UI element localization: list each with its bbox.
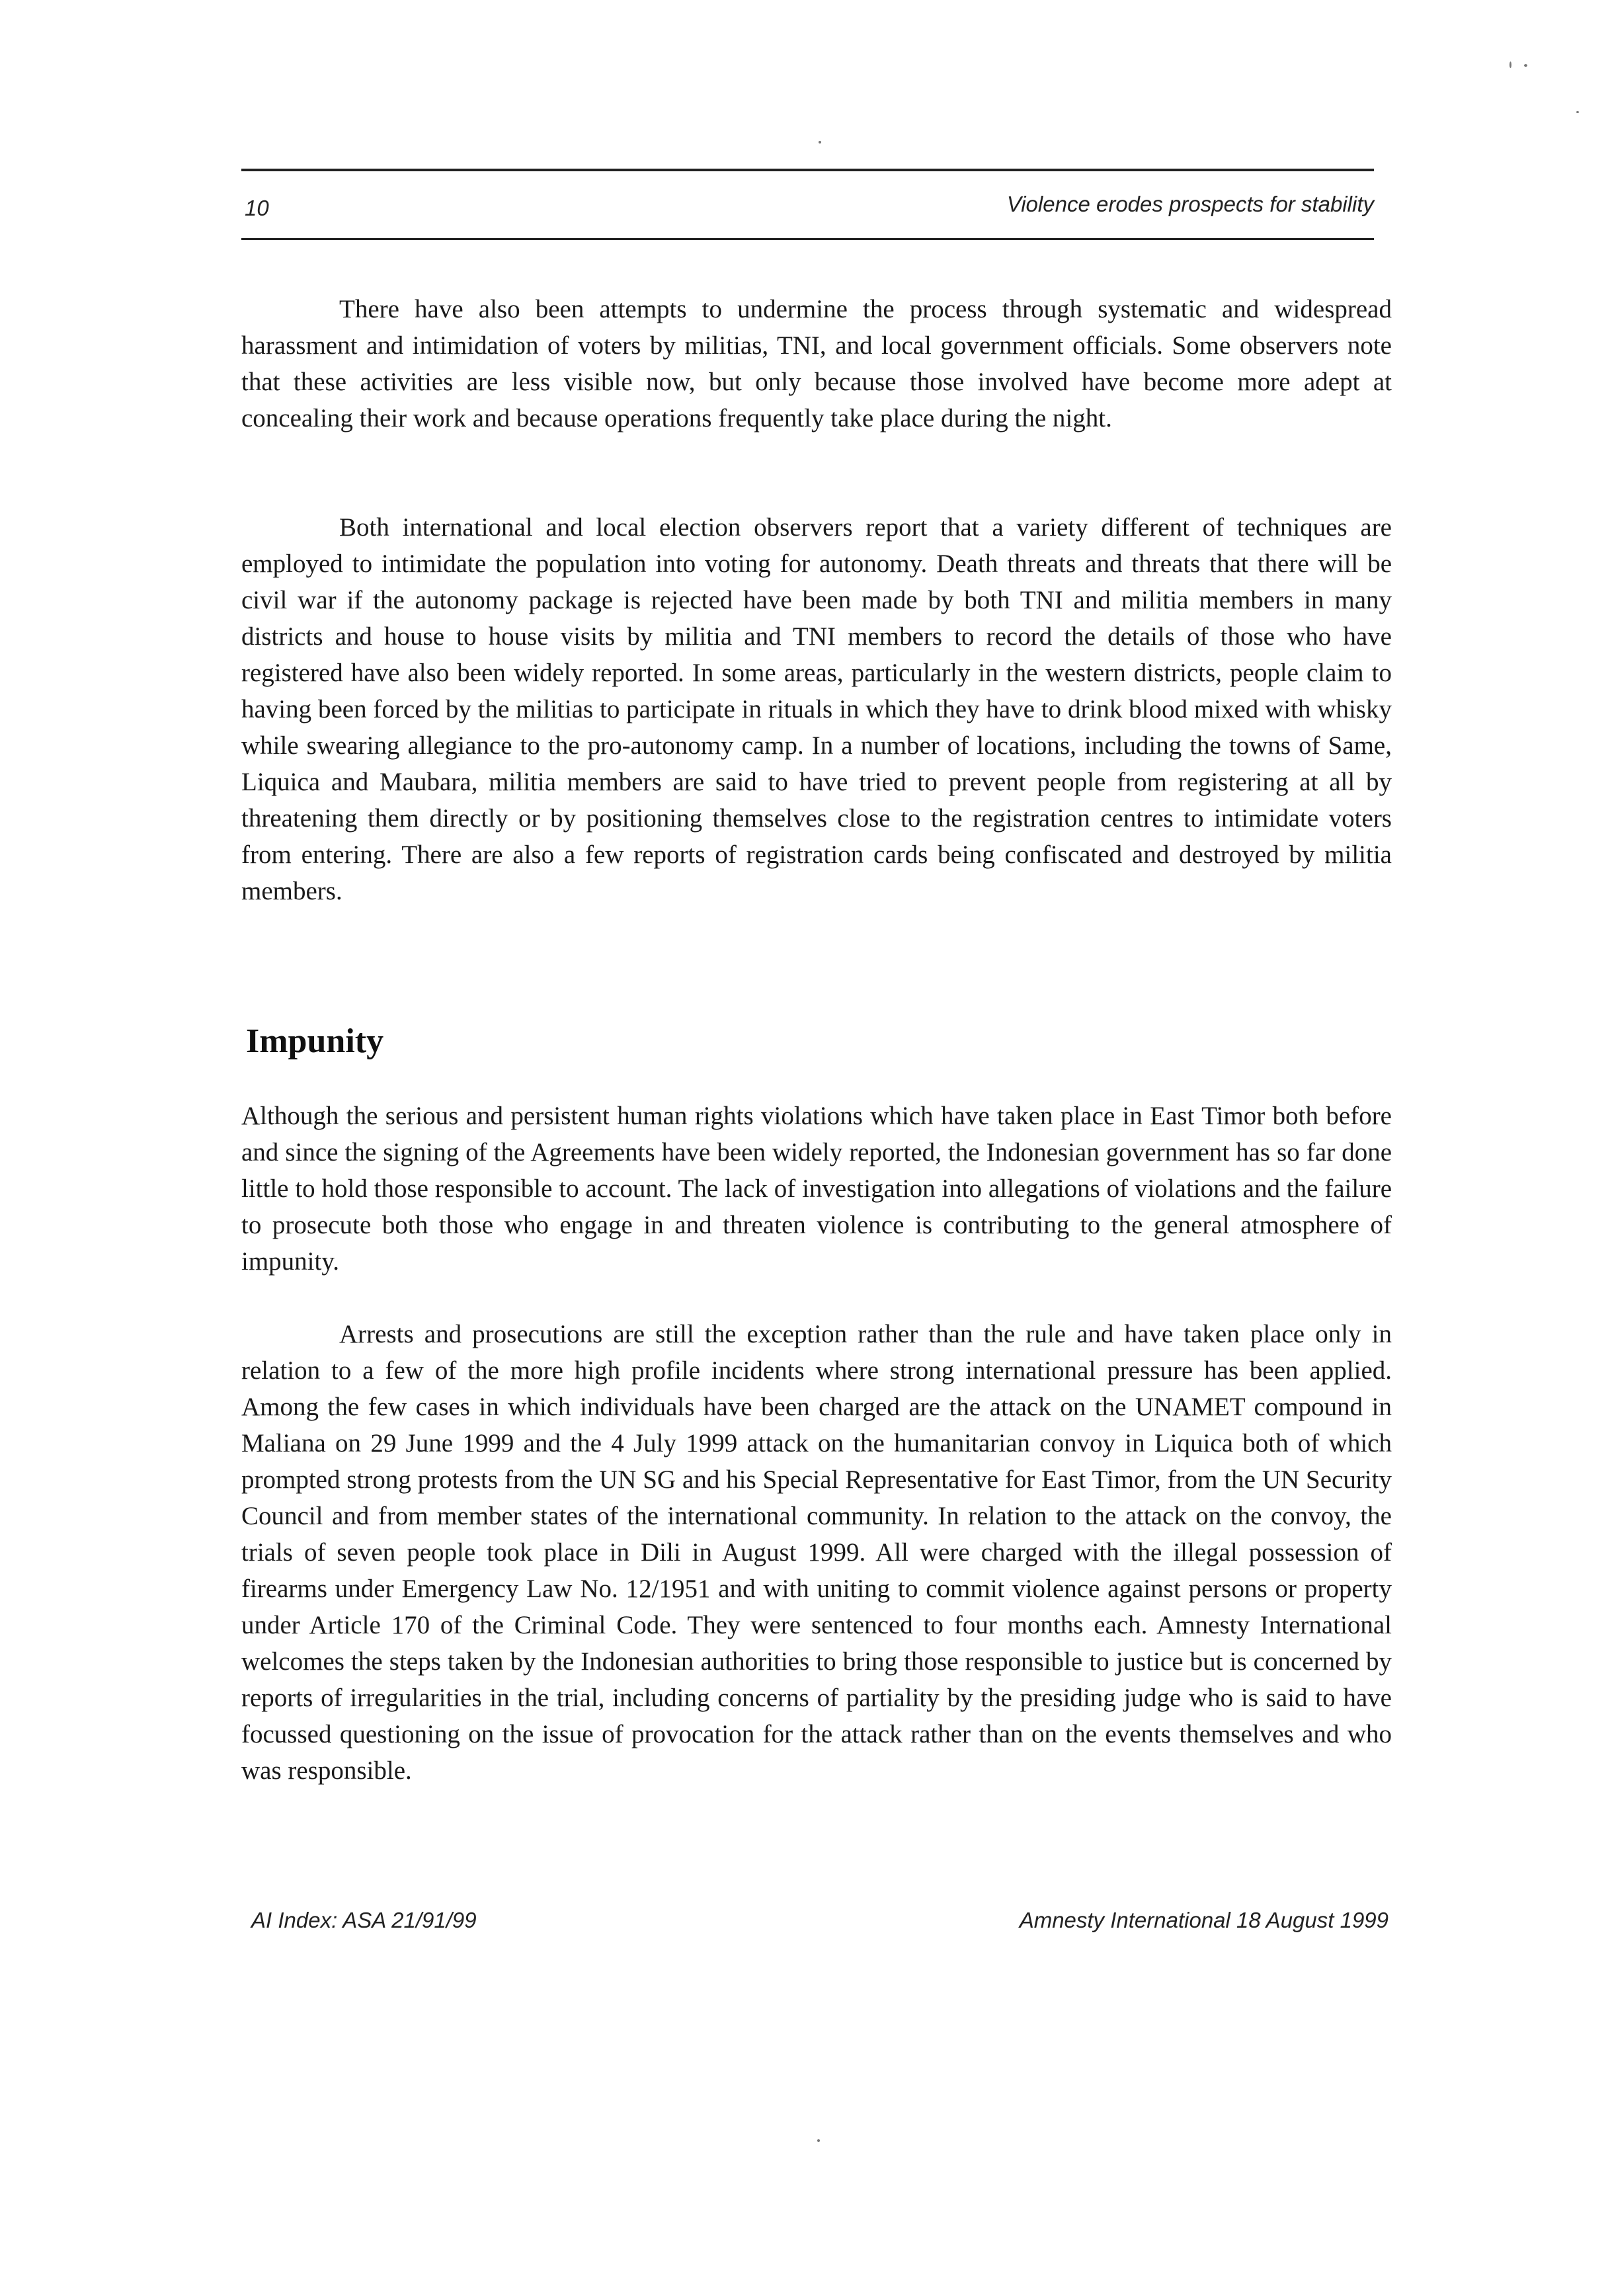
- paragraph-arrests-prosecutions: Arrests and prosecutions are still the exception rather than the rule and have taken place only in relation to a few of the more high profile incidents where strong international pressure has been applied. Among the few cases in which individuals have been charged are the attack on the UNAMET compound in Maliana on 29 June 1999 and the 4 July 1999 attack on the humanitarian convoy in Liquica both of which prompted strong protests from the UN SG and his Special Representative for East Timor, from the UN Security Council and from member states of the international community. In relation to the attack on the convoy, the trials of seven people took place in Dili in August 1999. All were charged with the illegal possession of firearms under Emergency Law No. 12/1951 and with uniting to commit violence against persons or property under Article 170 of the Criminal Code. They were sentenced to four months each. Amnesty International welcomes the steps taken by the Indonesian authorities to bring those responsible to justice but is concerned by reports of irregularities in the trial, including concerns of partiality by the presiding judge who is said to have focussed questioning on the issue of provocation for the attack rather than on the events themselves and who was responsible.: [241, 1320, 1392, 1785]
- ai-index-reference: AI Index: ASA 21/91/99: [251, 1908, 477, 1932]
- scan-speck: [1576, 111, 1579, 113]
- scan-speck: [817, 2139, 820, 2142]
- paragraph-impunity-intro: Although the serious and persistent human rights violations which have taken place in East Timor both before and since the signing of the Agreements have been widely reported, the Indonesian government has so far done little to hold those responsible to account. The lack of investigation into allegations of violations and the failure to prosecute both those who engage in and threaten violence is contributing to the general atmosphere of impunity.: [241, 1102, 1392, 1276]
- header-top-rule: [241, 169, 1374, 171]
- section-heading: Impunity: [246, 1022, 384, 1060]
- header-bottom-rule: [241, 238, 1374, 240]
- footer-date-line: Amnesty International 18 August 1999: [1019, 1908, 1388, 1932]
- running-title: Violence erodes prospects for stability: [1006, 192, 1374, 216]
- page-header: [241, 192, 1374, 231]
- paragraph-harassment: There have also been attempts to undermine the process through systematic and widespread harassment and intimidation of voters by militias, TNI, and local government officials. Some observers note that these activities are less visible now, but only because those involved have become more adept at concealing their work and because operations frequently take place during the night.: [241, 295, 1392, 432]
- paragraph-intimidation-techniques: Both international and local election observers report that a variety different of techniques are employed to intimidate the population into voting for autonomy. Death threats and threats that there will be civil war if the autonomy package is rejected have been made by both TNI and militia members in many districts and house to house visits by militia and TNI members to record the details of those who have registered have also been widely reported. In some areas, particularly in the western districts, people claim to having been forced by the militias to participate in rituals in which they have to drink blood mixed with whisky while swearing allegiance to the pro-autonomy camp. In a number of locations, including the towns of Same, Liquica and Maubara, militia members are said to have tried to prevent people from registering at all by threatening them directly or by positioning themselves close to the registration centres to intimidate voters from entering. There are also a few reports of registration cards being confiscated and destroyed by militia members.: [241, 513, 1392, 905]
- scan-speck: [1509, 62, 1511, 68]
- scan-speck: [1524, 64, 1527, 67]
- page-number: 10: [245, 196, 269, 220]
- scan-speck: [819, 141, 821, 144]
- page-footer: [251, 1908, 1388, 1948]
